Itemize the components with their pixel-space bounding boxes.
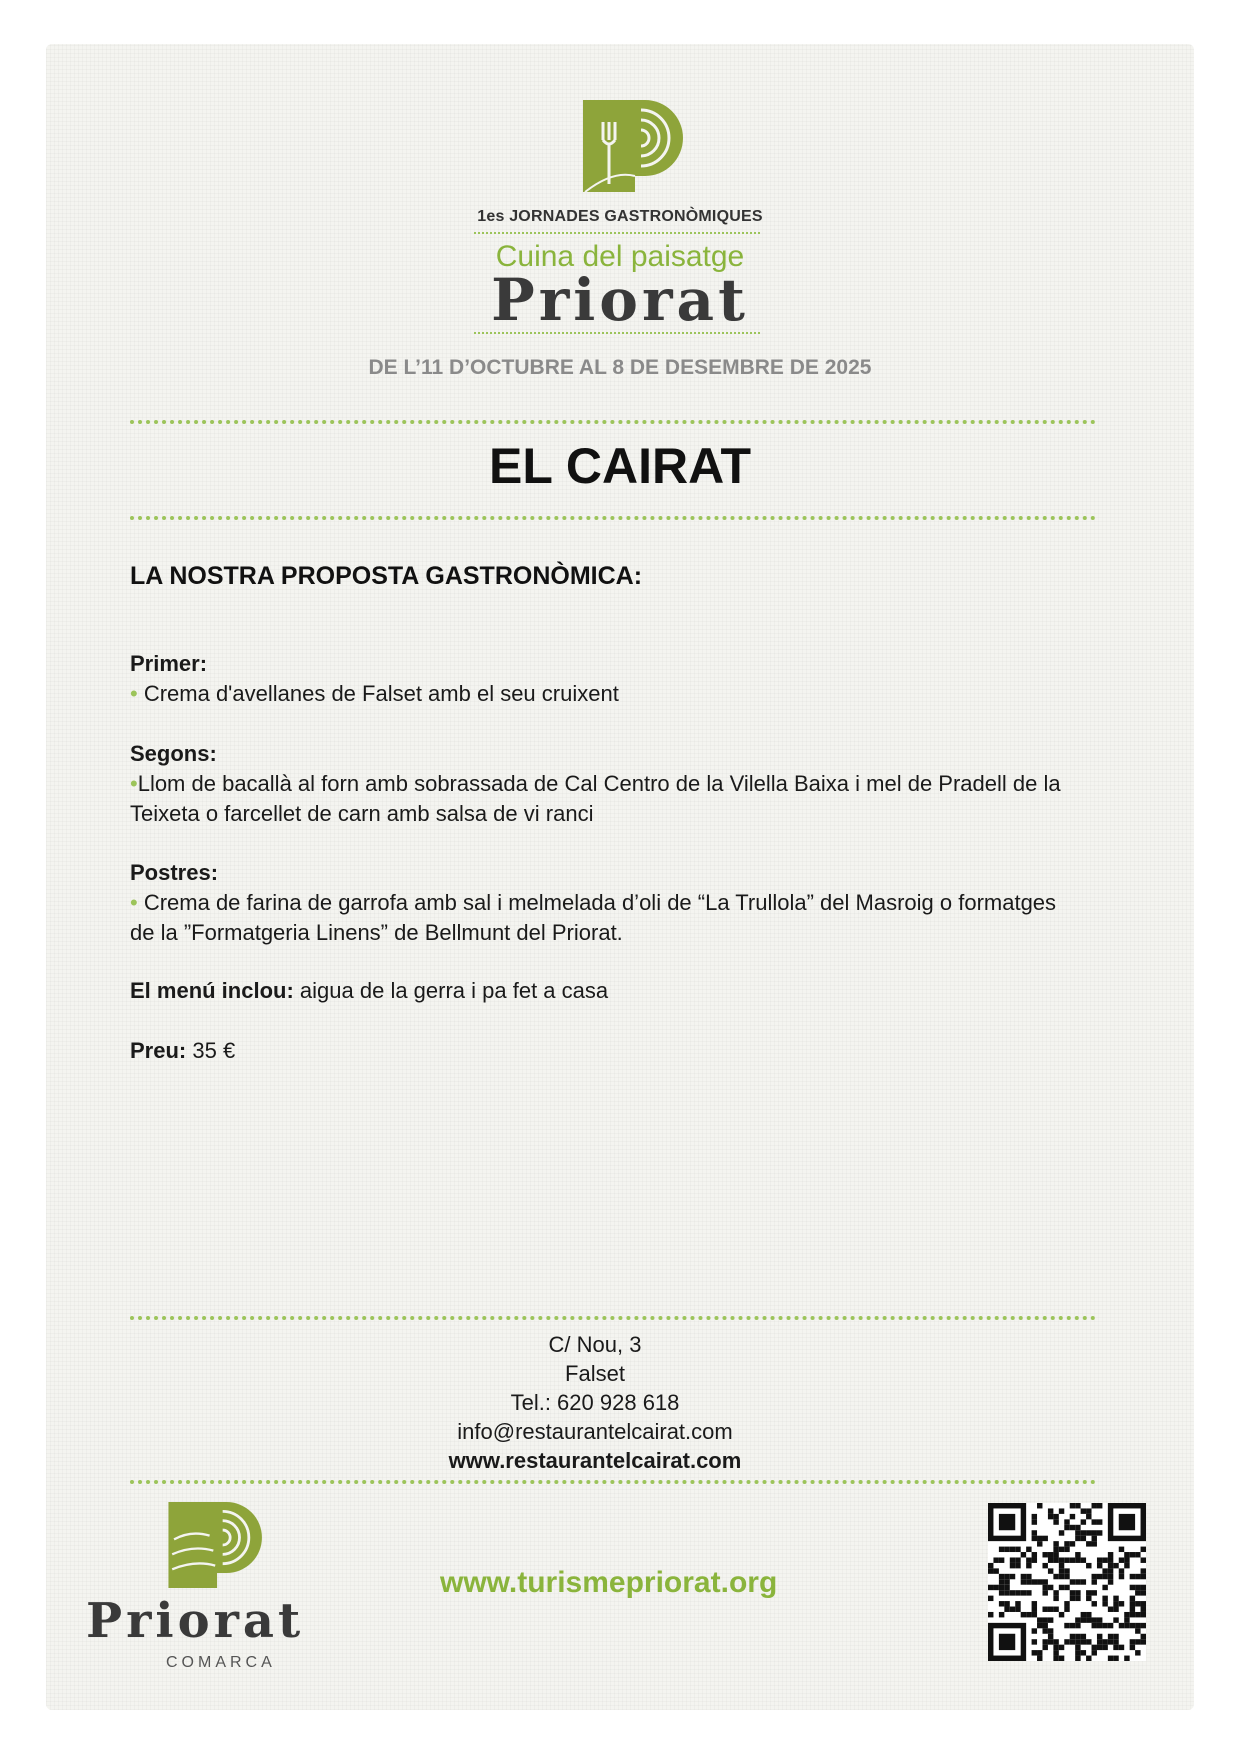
includes-line bbox=[130, 976, 1110, 1006]
bullet-icon: • bbox=[130, 890, 138, 915]
primer-item bbox=[130, 679, 1110, 709]
segons-text-line1: Llom de bacallà al forn amb sobrassada de Cal Centro de la Vilella Baixa i mel de Pradell de la bbox=[137, 771, 1061, 796]
event-subtitle: Cuina del paisatge bbox=[495, 240, 745, 273]
primer-label: Primer: bbox=[130, 651, 208, 676]
contact-phone[interactable]: Tel.: 620 928 618 bbox=[510, 1390, 680, 1415]
primer-section bbox=[130, 649, 1110, 709]
priorat-comarca-logo-icon bbox=[168, 1502, 268, 1588]
bullet-icon: • bbox=[130, 681, 138, 706]
postres-section bbox=[130, 858, 1110, 948]
priorat-p-logo-icon bbox=[583, 100, 689, 192]
postres-text-line2: de la ”Formatgeria Linens” de Bellmunt del Priorat. bbox=[130, 920, 623, 945]
divider-event-top bbox=[474, 232, 760, 234]
includes-label: El menú inclou: bbox=[130, 978, 294, 1003]
segons-item bbox=[130, 769, 1110, 799]
price-value: 35 € bbox=[192, 1038, 236, 1063]
qr-code-icon[interactable] bbox=[988, 1503, 1146, 1661]
includes-text: aigua de la gerra i pa fet a casa bbox=[299, 978, 609, 1003]
restaurant-name: EL CAIRAT bbox=[488, 438, 752, 494]
bullet-icon: • bbox=[130, 771, 138, 796]
segons-section bbox=[130, 739, 1110, 829]
contact-town: Falset bbox=[565, 1361, 625, 1386]
event-edition-line: 1es JORNADES GASTRONÒMIQUES bbox=[477, 208, 763, 225]
segons-label: Segons: bbox=[130, 741, 217, 766]
segons-text-line2: Teixeta o farcellet de carn amb salsa de vi ranci bbox=[130, 801, 594, 826]
primer-text: Crema d'avellanes de Falset amb el seu cruixent bbox=[143, 681, 619, 706]
divider-top bbox=[130, 420, 1096, 424]
postres-text-line1: Crema de farina de garrofa amb sal i melmelada d’oli de “La Trullola” del Masroig o formatges bbox=[143, 890, 1057, 915]
postres-label: Postres: bbox=[130, 860, 219, 885]
divider-event-bottom bbox=[474, 332, 760, 334]
divider-contact-bottom bbox=[130, 1480, 1096, 1484]
price-line bbox=[130, 1036, 1110, 1066]
menu-heading: LA NOSTRA PROPOSTA GASTRONÒMICA: bbox=[130, 562, 643, 590]
brand-comarca: COMARCA bbox=[166, 1654, 276, 1671]
contact-address: C/ Nou, 3 bbox=[548, 1332, 642, 1357]
price-label: Preu: bbox=[130, 1038, 187, 1063]
postres-item bbox=[130, 888, 1110, 918]
event-title: Priorat bbox=[491, 266, 749, 334]
contact-website-link[interactable]: www.restaurantelcairat.com bbox=[448, 1448, 742, 1473]
divider-name-bottom bbox=[130, 516, 1096, 520]
event-dates: DE L’11 D’OCTUBRE AL 8 DE DESEMBRE DE 2025 bbox=[368, 356, 872, 379]
contact-email[interactable]: info@restaurantelcairat.com bbox=[457, 1419, 733, 1444]
turisme-website-link[interactable]: www.turismepriorat.org bbox=[440, 1566, 778, 1599]
brand-priorat: Priorat bbox=[86, 1593, 305, 1649]
divider-contact-top bbox=[130, 1316, 1096, 1320]
